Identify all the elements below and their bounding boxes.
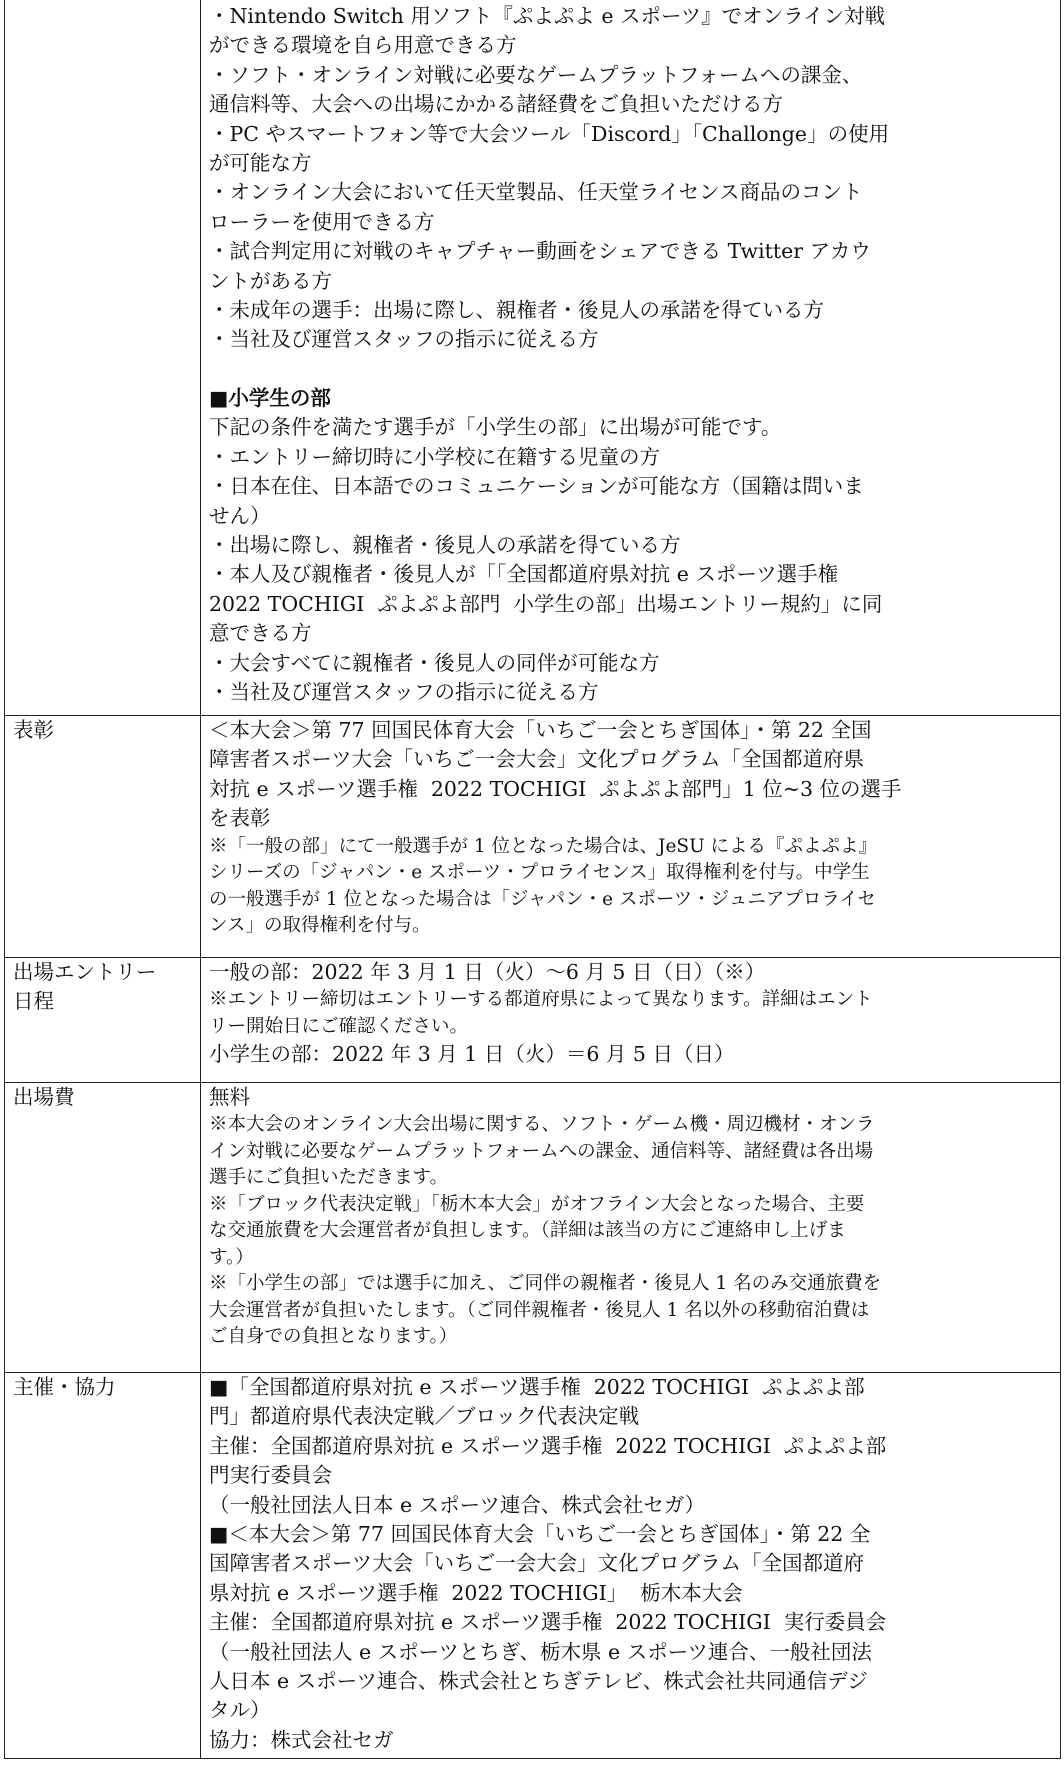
content-line: ができる環境を自ら用意できる方 [209,33,517,58]
row-label: 表彰 [5,716,201,958]
row-content [201,1373,1061,1759]
content-line: ・大会すべてに親権者・後見人の同伴が可能な方 [209,650,660,675]
note-line: の一般選手が 1 位となった場合は「ジャパン・e スポーツ・ジュニアプロライセ [209,888,876,910]
note-block [209,987,1054,1040]
content-line: 障害者スポーツ大会「いちご一会大会」文化プログラム「全国都道府県 [209,747,864,772]
row-content [201,1083,1061,1373]
note-line: イン対戦に必要なゲームプラットフォームへの課金、通信料等、諸経費は各出場 [209,1140,874,1162]
note-line: す。） [209,1246,254,1268]
row-label: 出場費 [5,1083,201,1373]
note-block [209,1112,1054,1351]
table-row-entry-fee [5,1083,1061,1373]
content-line: ■＜本大会＞第 77 回国民体育大会「いちご一会とちぎ国体」・第 22 全 [209,1522,871,1547]
content-line: ・未成年の選手：出場に際し、親権者・後見人の承諾を得ている方 [209,298,824,323]
blank-line [209,355,1054,384]
note-line: ※「ブロック代表決定戦」「栃木本大会」がオフライン大会となった場合、主要 [209,1193,865,1215]
content-line: 門」都道府県代表決定戦／ブロック代表決定戦 [209,1404,640,1429]
content-line: タル） [209,1698,271,1723]
content-line: が可能な方 [209,151,312,176]
content-line: ローラーを使用できる方 [209,209,435,234]
content-line: 人日本 e スポーツ連合、株式会社とちぎテレビ、株式会社共同通信デジ [209,1669,868,1694]
note-line: ※本大会のオンライン大会出場に関する、ソフト・ゲーム機・周辺機材・オンラ [209,1114,875,1136]
note-line: 大会運営者が負担いたします。（ご同伴親権者・後見人 1 名以外の移動宿泊費は [209,1299,870,1321]
content-line: ・エントリー締切時に小学校に在籍する児童の方 [209,444,660,469]
content-line: ・Nintendo Switch 用ソフト『ぷよぷよ e スポーツ』でオンライン対戦 [209,4,886,28]
note-line: ※「小学生の部」では選手に加え、ご同伴の親権者・後見人 1 名のみ交通旅費を [209,1273,882,1295]
row-content [201,0,1061,716]
row-label [5,0,201,716]
content-line: 通信料等、大会への出場にかかる諸経費をご負担いただける方 [209,92,783,117]
content-line: ントがある方 [209,268,332,293]
content-line: 協力：株式会社セガ [209,1727,394,1752]
row-label: 出場エントリー 日程 [5,958,201,1083]
content-line: 対抗 e スポーツ選手権 2022 TOCHIGI ぷよぷよ部門」1 位~3 位の選手 [209,776,902,801]
note-line: ※「一般の部」にて一般選手が 1 位となった場合は、JeSU による『ぷよぷよ』 [209,835,878,857]
content-line: ・出場に際し、親権者・後見人の承諾を得ている方 [209,532,681,557]
content-line: ・オンライン大会において任天堂製品、任天堂ライセンス商品のコント [209,180,863,205]
content-line: ＜本大会＞第 77 回国民体育大会「いちご一会とちぎ国体」・第 22 全国 [209,718,872,742]
content-line: 小学生の部：2022 年 3 月 1 日（火）＝6 月 5 日（日） [209,1042,735,1067]
content-line: ・PC やスマートフォン等で大会ツール「Discord」「Challonge」の使用 [209,121,890,146]
table-row-eligibility [5,0,1061,716]
note-line: な交通旅費を大会運営者が負担します。（詳細は該当の方にご連絡申し上げま [209,1220,846,1242]
table-row-organizers [5,1373,1061,1759]
content-line: ・ソフト・オンライン対戦に必要なゲームプラットフォームへの課金、 [209,62,863,87]
content-line: ・試合判定用に対戦のキャプチャー動画をシェアできる Twitter アカウ [209,239,871,264]
content-line: ・当社及び運営スタッフの指示に従える方 [209,327,599,352]
section-heading-elementary: ■小学生の部 [209,385,331,410]
row-content [201,716,1061,958]
content-line: 主催：全国都道府県対抗 e スポーツ選手権 2022 TOCHIGI ぷよぷよ部 [209,1433,887,1458]
content-line: ・当社及び運営スタッフの指示に従える方 [209,679,599,704]
content-line: を表彰 [209,806,271,831]
table-row-entry-schedule [5,958,1061,1083]
content-line: 下記の条件を満たす選手が「小学生の部」に出場が可能です。 [209,415,782,440]
content-line: 主催：全国都道府県対抗 e スポーツ選手権 2022 TOCHIGI 実行委員会 [209,1610,887,1635]
note-line: 選手にご負担いただきます。 [209,1167,449,1189]
content-line: 門実行委員会 [209,1463,332,1488]
content-line: ・日本在住、日本語でのコミュニケーションが可能な方（国籍は問いま [209,474,864,499]
content-line: 国障害者スポーツ大会「いちご一会大会」文化プログラム「全国都道府 [209,1551,864,1576]
content-line: 県対抗 e スポーツ選手権 2022 TOCHIGI」 栃木本大会 [209,1580,743,1605]
content-line: 無料 [209,1085,250,1109]
note-line: リー開始日にご確認ください。 [209,1015,469,1037]
note-line: シリーズの「ジャパン・e スポーツ・プロライセンス」取得権利を付与。中学生 [209,862,870,884]
info-table [4,0,1061,1759]
note-block [209,834,1054,940]
content-line: （一般社団法人 e スポーツとちぎ、栃木県 e スポーツ連合、一般社団法 [209,1639,872,1664]
row-content [201,958,1061,1083]
note-line: ※エントリー締切はエントリーする都道府県によって異なります。詳細はエント [209,989,873,1011]
note-line: ご自身での負担となります。） [209,1326,458,1348]
content-line: 2022 TOCHIGI ぷよぷよ部門 小学生の部」出場エントリー規約」に同 [209,591,883,616]
table-row-awards [5,716,1061,958]
content-line: 一般の部：2022 年 3 月 1 日（火）～6 月 5 日（日）（※） [209,960,766,984]
content-line: ・本人及び親権者・後見人が「「全国都道府県対抗 e スポーツ選手権 [209,562,839,587]
content-line: 意できる方 [209,621,312,646]
content-line: ■「全国都道府県対抗 e スポーツ選手権 2022 TOCHIGI ぷよぷよ部 [209,1375,865,1399]
note-line: ンス」の取得権利を付与。 [209,915,431,937]
content-line: せん） [209,503,271,528]
content-line: （一般社団法人日本 e スポーツ連合、株式会社セガ） [209,1492,706,1517]
row-label: 主催・協力 [5,1373,201,1759]
